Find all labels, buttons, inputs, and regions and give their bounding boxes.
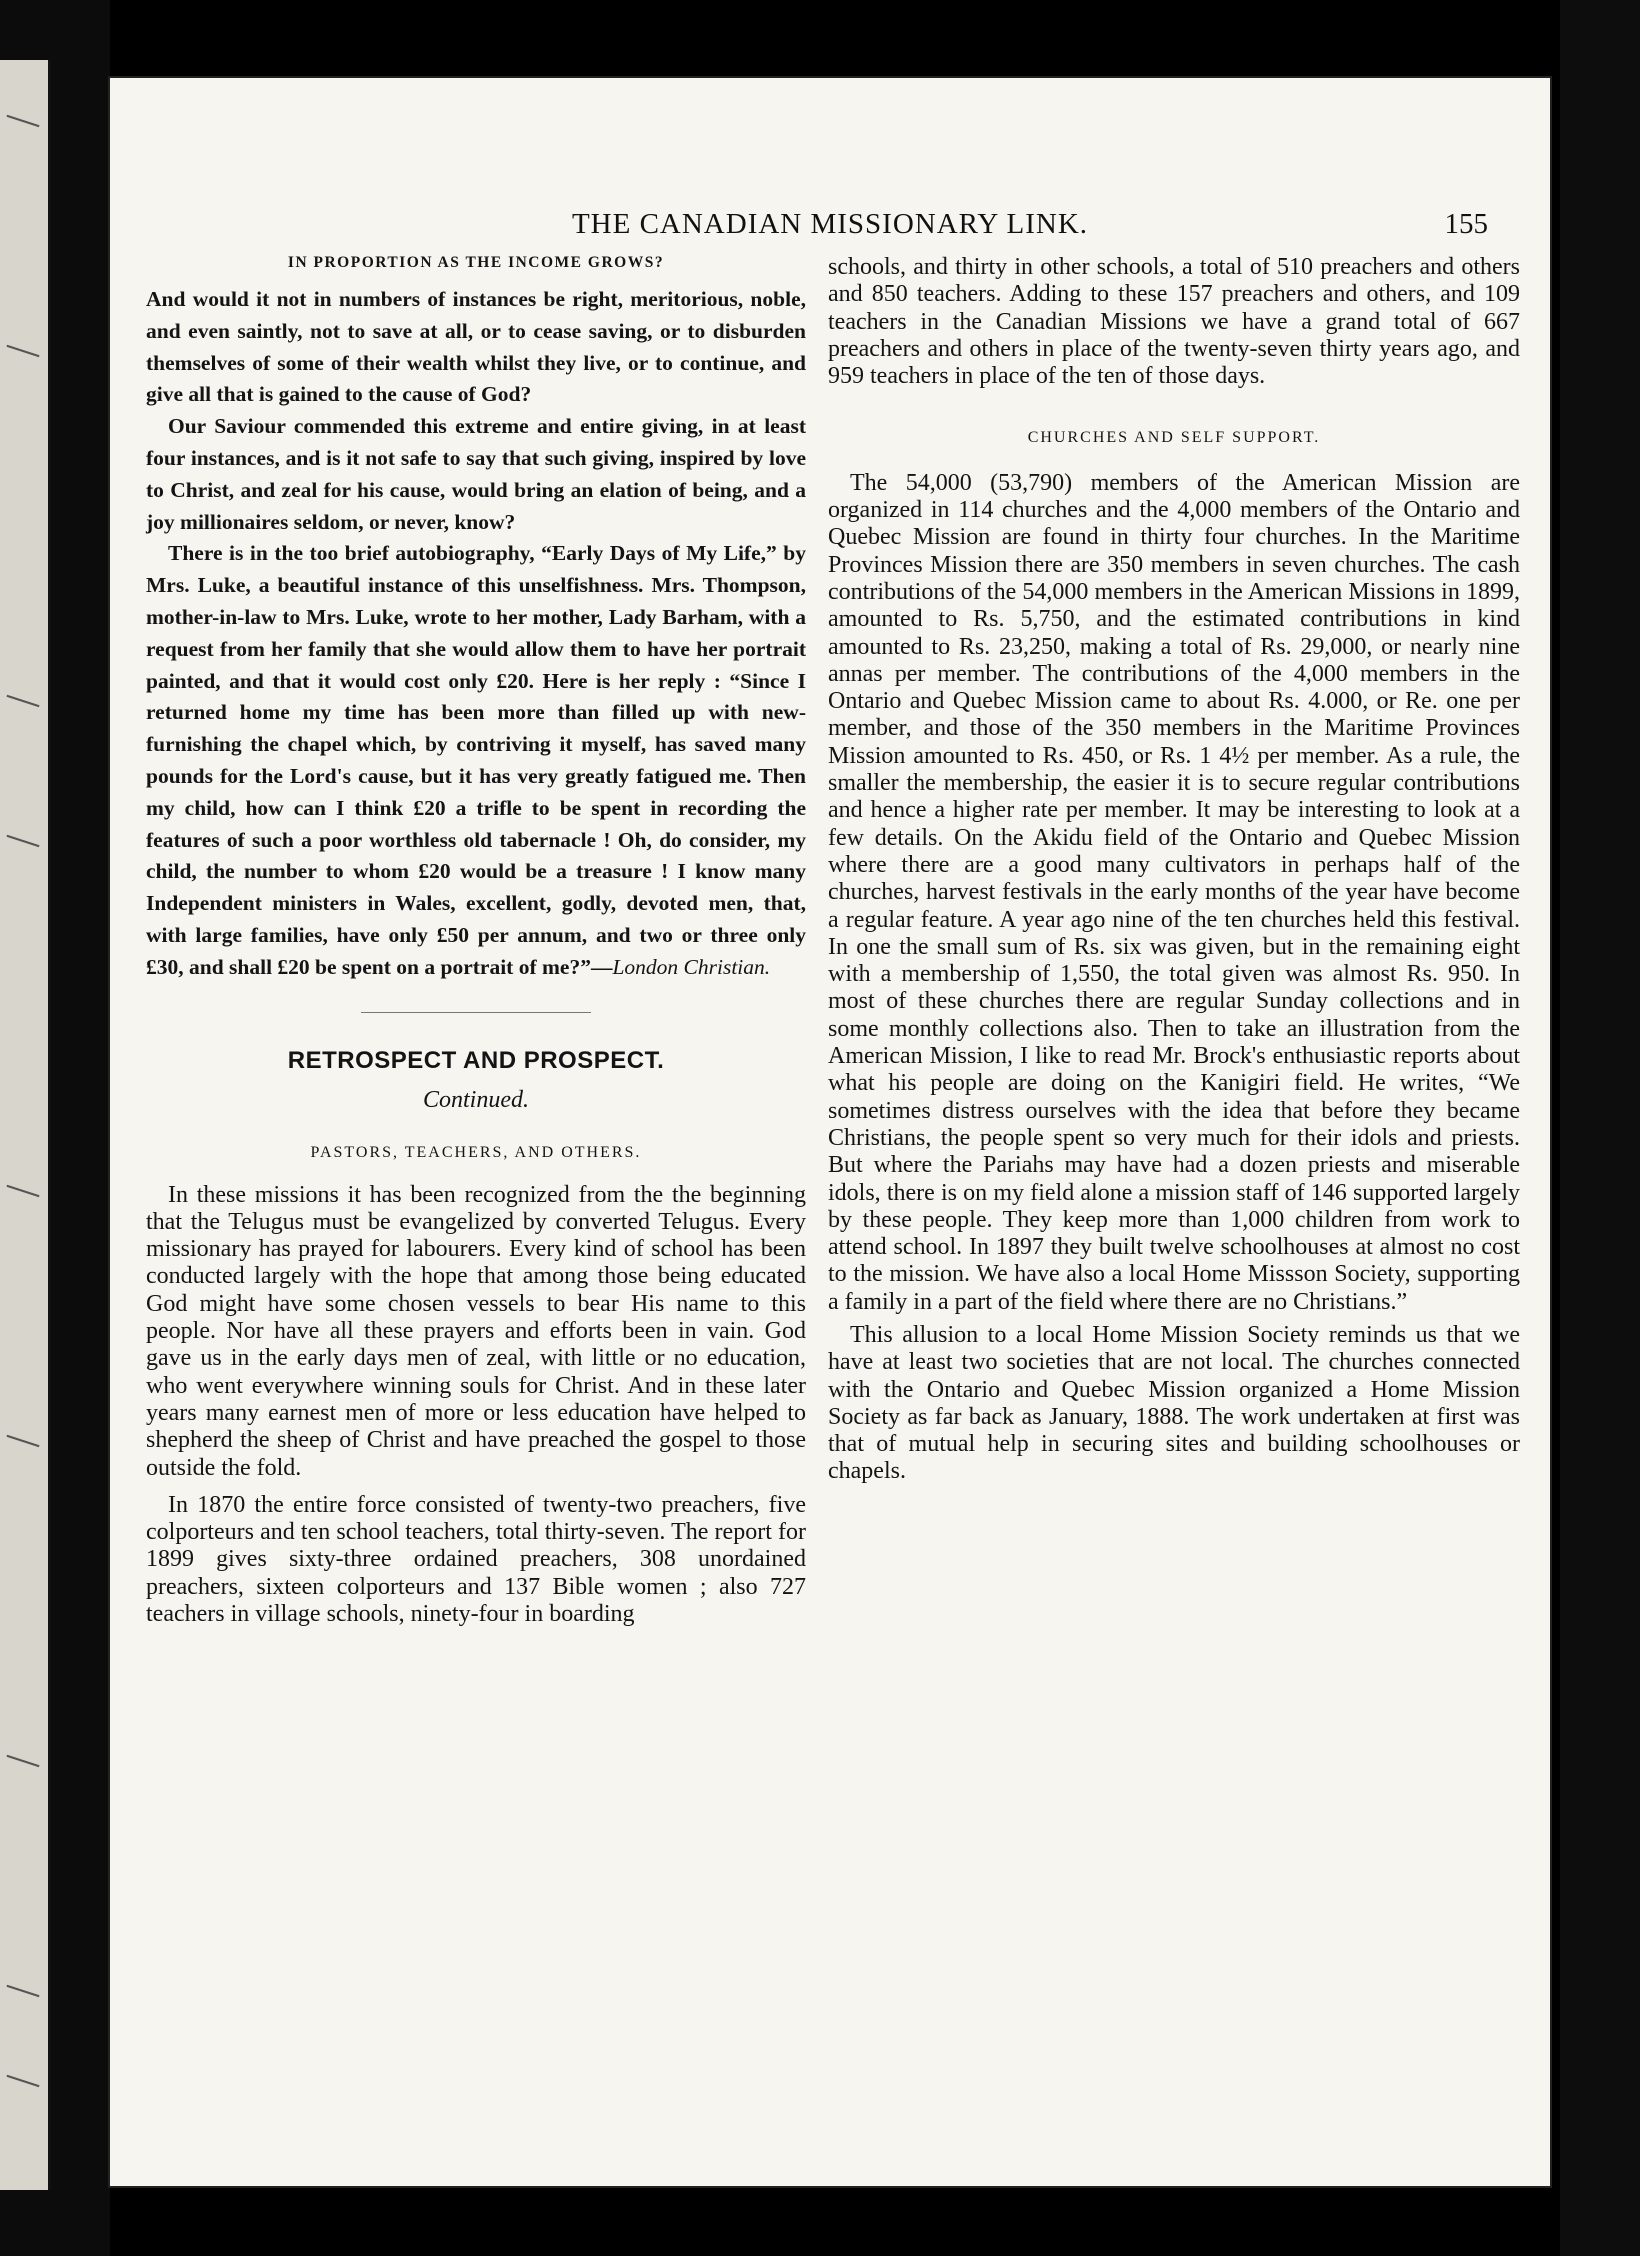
book-right-edge bbox=[1560, 0, 1640, 2256]
publication-title: THE CANADIAN MISSIONARY LINK. bbox=[571, 208, 1089, 240]
section-heading-churches: CHURCHES AND SELF SUPPORT. bbox=[1027, 429, 1321, 447]
divider-rule bbox=[361, 1012, 591, 1013]
section-heading-income: IN PROPORTION AS THE INCOME GROWS? bbox=[287, 254, 665, 271]
article-title: RETROSPECT AND PROSPECT. bbox=[287, 1046, 665, 1074]
paragraph: Our Saviour commended this extreme and entire giving, in at least four instances, and is it not safe to say that such giving, inspired by love to Christ, and zeal for his cause, would bring an elation of being, and a joy millionaires seldom, or never, know? bbox=[146, 414, 806, 534]
paragraph-text: There is in the too brief autobiography, “Early Days of My Life,” by Mrs. Luke, a beautiful instance of this unselfishness. Mrs. Thompson, mother-in-law to Mrs. Luke, wrote to her mother, Lady Barham, with a request from her family that she would allow them to have her portrait painted, and that it would cost only £20. Here is her reply : “Since I returned home my time has been more than filled up with new-furnishing the chapel which, by contriving it myself, has saved many pounds for the Lord's cause, but it has very greatly fatigued me. Then my child, how can I think £20 a trifle to be spent in recording the features of such a poor worthless old tabernacle ! Oh, do consider, my child, the number to whom £20 would be a treasure ! I know many Independent ministers in Wales, excellent, godly, devoted men, that, with large families, have only £50 per annum, and two or three only £30, and shall £20 be spent on a portrait of me?”— bbox=[146, 541, 806, 979]
page-number: 155 bbox=[1444, 208, 1488, 240]
article-subtitle: Continued. bbox=[423, 1086, 529, 1113]
running-header bbox=[110, 208, 1550, 248]
paragraph: And would it not in numbers of instances be right, meritorious, noble, and even saintly, not to save at all, or to cease saving, or to disburden themselves of some of their wealth whilst they live, or to continue, and give all that is gained to the cause of God? bbox=[146, 287, 806, 407]
document-page bbox=[110, 78, 1550, 2186]
subsection-heading-pastors: PASTORS, TEACHERS, AND OTHERS. bbox=[310, 1143, 642, 1161]
paragraph: In these missions it has been recognized from the the beginning that the Telugus must be evangelized by converted Telugus. Every missionary has prayed for labourers. Every kind of school has been conducted largely with the hope that among those being educated God might have some chosen vessels to bear His name to this people. Nor have all these prayers and efforts been in vain. God gave us in the early days men of zeal, with little or no education, who went everywhere winning souls for Christ. And in these later years many earnest men of more or less education have helped to shepherd the sheep of Christ and have preached the gospel to those outside the fold. bbox=[146, 1181, 806, 1481]
paragraph: In 1870 the entire force consisted of twenty-two preachers, five colporteurs and ten school teachers, total thirty-seven. The report for 1899 gives sixty-three ordained preachers, 308 unordained preachers, sixteen colporteurs and 137 Bible women ; also 727 teachers in village schools, ninety-four in boarding bbox=[146, 1491, 806, 1627]
paragraph: schools, and thirty in other schools, a total of 510 preachers and others and 850 teachers. Adding to these 157 preachers and others, and 109 teachers in the Canadian Missions we have a grand total of 667 preachers and others in place of the twenty-seven thirty years ago, and 959 teachers in place of the ten of those days. bbox=[828, 254, 1520, 390]
paragraph bbox=[146, 538, 806, 983]
left-column bbox=[146, 254, 806, 1628]
source-citation: London Christian. bbox=[612, 954, 771, 979]
article-body-right bbox=[828, 254, 1520, 1486]
paragraph: This allusion to a local Home Mission Society reminds us that we have at least two societies that are not local. The churches connected with the Ontario and Quebec Mission organized a Home Mission Society as far back as January, 1888. The work undertaken at first was that of mutual help in securing sites and building schoolhouses or chapels. bbox=[828, 1321, 1520, 1485]
paragraph: The 54,000 (53,790) members of the American Mission are organized in 114 churches and the 4,000 members of the Ontario and Quebec Mission are found in thirty four churches. In the Maritime Provinces Mission there are 350 members in seven churches. The cash contributions of the 54,000 members in the American Missions in 1899, amounted to Rs. 5,750, and the estimated contributions in kind amounted to Rs. 23,250, making a total of Rs. 29,000, or nearly nine annas per member. The contributions of the 4,000 members in the Ontario and Quebec Mission came to about Rs. 4.000, or Re. one per member, and those of the 350 members in the Maritime Provinces Mission amounted to Rs. 450, or Rs. 1 4½ per member. As a rule, the smaller the membership, the easier it is to secure regular contributions and hence a higher rate per member. It may be interesting to look at a few details. On the Akidu field of the Ontario and Quebec Mission where there are a good many cultivators in perhaps half of the churches, harvest festivals in the early months of the year have become a regular feature. A year ago nine of the ten churches held this festival. In one the small sum of Rs. six was given, but in the remaining eight with a membership of 1,550, the total given was almost Rs. 950. In most of these churches there are regular Sunday collections and in some monthly collections also. Then to take an illustration from the American Mission, I like to read Mr. Brock's enthusiastic reports about what his people are doing on the Kanigiri field. He writes, “We sometimes distress ourselves with the idea that before they became Christians, the people spent so very much for their idols and priests. But where the Pariahs may have had a dozen priests and miserable idols, there is on my field alone a mission staff of 146 supported largely by these people. They keep more than 1,000 children from work to attend school. In 1897 they built twelve schoolhouses at almost no cost to the mission. We have also a local Home Missson Society, supporting a family in a part of the field where there are no Christians.” bbox=[828, 469, 1520, 1315]
article-body-left bbox=[146, 1182, 806, 1629]
facing-page-sliver bbox=[0, 60, 51, 2190]
bold-article-body bbox=[146, 284, 806, 984]
right-column bbox=[828, 254, 1520, 1486]
